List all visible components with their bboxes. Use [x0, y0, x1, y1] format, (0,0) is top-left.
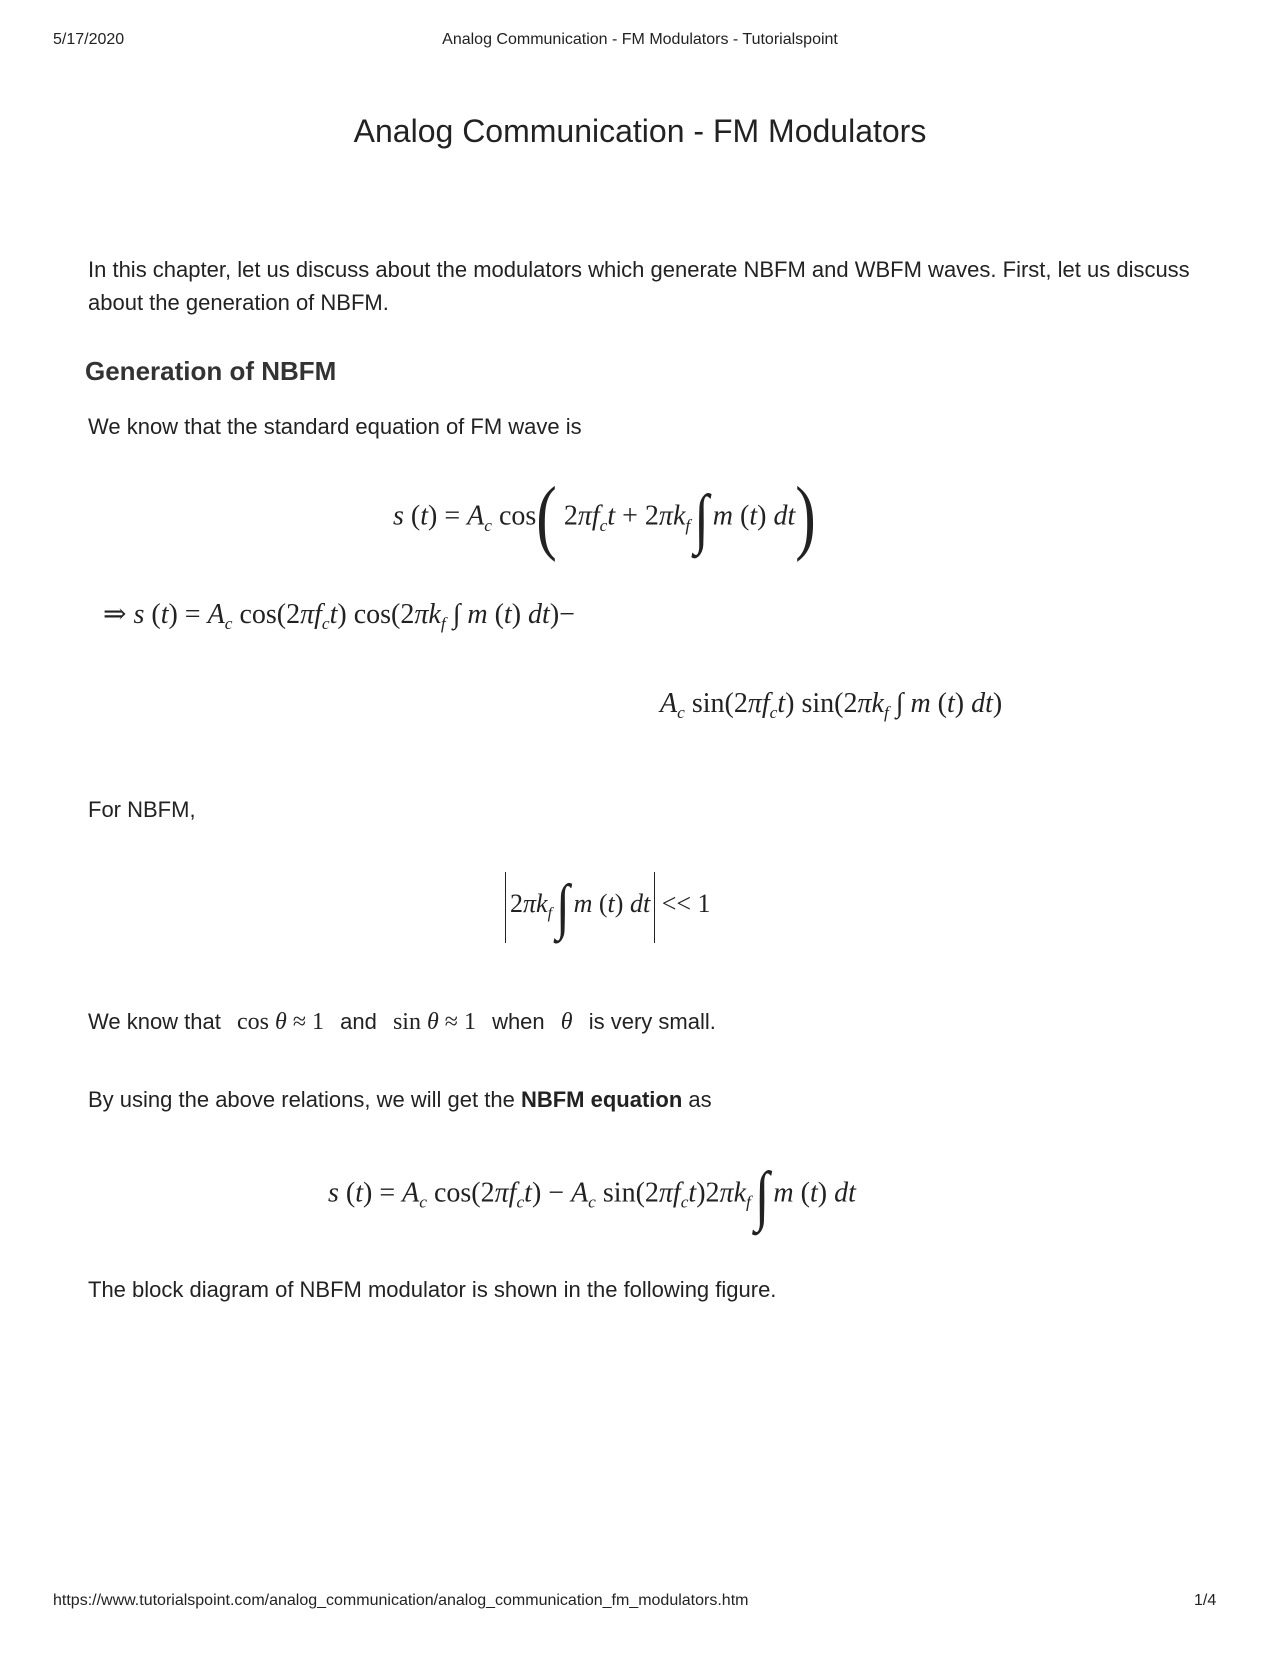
standard-eq-text: We know that the standard equation of FM wave is: [88, 414, 582, 439]
print-date: 5/17/2020: [53, 31, 125, 48]
approximation-line: We know that cos θ ≈ 1 and sin θ ≈ 1 when θ is very small.: [88, 1009, 716, 1035]
block-diagram-text: The block diagram of NBFM modulator is shown in the following figure.: [88, 1277, 777, 1302]
for-nbfm-text: For NBFM,: [88, 797, 196, 822]
footer-page-number: 1/4: [1194, 1592, 1217, 1609]
footer-url[interactable]: https://www.tutorialspoint.com/analog_communication/analog_communication_fm_modulators.htm: [53, 1592, 749, 1609]
fm-expanded-equation-line1: ⇒ s $(t) = A_c$ $\cos(2\pi f_ct)$ $\cos(2\pi k_f$ ∫ m (t) dt)−: [103, 599, 575, 634]
nbfm-equation-intro: By using the above relations, we will get the NBFM equation as: [88, 1087, 712, 1112]
fm-standard-equation: s $(t) = A_c$ cos( $2\pi f_ct + 2\pi k_f\int$ m (t) dt): [393, 470, 816, 563]
print-page-title: Analog Communication - FM Modulators - Tutorialspoint: [442, 31, 838, 48]
fm-expanded-equation-line2: $A_c$ $\sin(2\pi f_ct)$ $\sin(2\pi k_f$ ∫ m (t) dt): [660, 688, 1003, 723]
nbfm-equation: s $(t) = A_c$ $\cos(2\pi f_ct) - A_c$ $\sin(2\pi f_ct)2\pi k_f\int$ m (t) dt: [328, 1158, 856, 1233]
nbfm-condition-equation: $2\pi k_f\int$ m (t) dt << 1: [505, 872, 711, 943]
page-title: Analog Communication - FM Modulators: [353, 113, 927, 149]
section-heading: Generation of NBFM: [85, 356, 337, 386]
intro-paragraph: In this chapter, let us discuss about the modulators which generate NBFM and WBFM waves. First, let us discuss about the generation of NBFM.: [88, 257, 1190, 315]
